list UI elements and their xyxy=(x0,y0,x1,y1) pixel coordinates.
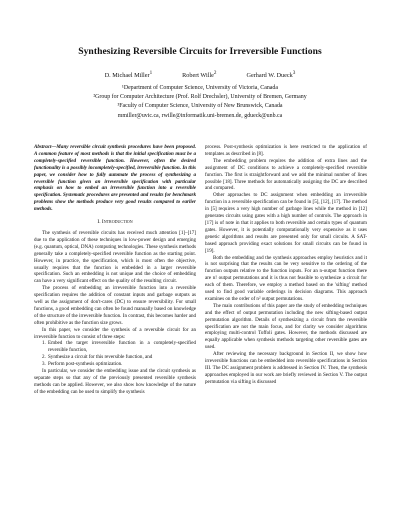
author-emails: mmiller@uvic.ca, rwille@informatik.uni-bremen.de, gdueck@unb.ca xyxy=(117,112,283,119)
paper-title: Synthesizing Reversible Circuits for Irreversible Functions xyxy=(78,46,322,57)
paragraph: The main contributions of this paper are the study of embedding techniques and the effect of output permutation including the new sifting-based output permutation algorithm. Details of synthesizing a circuit from the reversible specification are not the main focus, and for clarity we consider algorithms employing multi-control Toffoli gates. However, the methods discussed are equally applicable when synthesis methods targeting other reversible gates are used. xyxy=(205,302,367,351)
left-column xyxy=(34,144,196,396)
paragraph: Both the embedding and the synthesis approaches employ heuristics and it is not surprising that the results can be very sensitive to the ordering of the function outputs relative to the function inputs. For an n-output function there are n! output permutations and it is thus not feasible to synthesize a circuit for each of them. Therefore, we employ a method based on the 'sifting' method used to find good variable orderings in decision diagrams. This approach examines on the order of n² output permutations. xyxy=(205,254,367,302)
author: D. Michael Miller$^1$ xyxy=(104,70,153,80)
author: Robert Wille$^2$ xyxy=(182,70,217,80)
paragraph: Other approaches to DC assignment when embedding an irreversible function in a reversible specification can be found in [5], [12], [17]. The method in [5] requires a very high number of garbage lines while the method in [12] generates circuits using gates with a high number of controls. The approach in [17] is of note in that it applies to both reversible and certain types of quantum gates. However, it is potentially computationally very expensive as it uses genetic algorithms and results are presented only for small circuits. A SAT-based approach providing exact solutions for small circuits can be found in [19]. xyxy=(205,192,367,254)
paragraph: In this paper, we consider the synthesis of a reversible circuit for an irreversible function to consist of three steps: xyxy=(34,326,196,340)
affiliations xyxy=(20,84,380,121)
paragraph: After reviewing the necessary background in Section II, we show how irreversible functions can be embedded into reversible specifications in Section III. The DC assignment problem is addressed in Section IV. Then, the synthesis approaches employed in our work are briefly reviewed in Section V. The output permutation via sifting is discussed xyxy=(205,351,367,385)
paragraph: In particular, we consider the embedding issue and the circuit synthesis as separate steps so that any of the previously presented reversible synthesis methods can be applied. However, we also show how knowledge of the nature of the embedding can be used to simplify the synthesis xyxy=(34,368,196,395)
list-item: 3. Perform post-synthesis optimization. xyxy=(47,361,196,368)
synthesis-steps-list xyxy=(34,340,196,368)
right-column xyxy=(205,144,367,386)
paragraph: The embedding problem requires the addition of extra lines and the assignment of DC conditions to achieve a completely-specified reversible function. The first is straightforward and we add the minimal number of lines possible [18]. Three methods for automatically assigning the DC are described and compared. xyxy=(205,157,367,192)
abstract: Abstract—Many reversible circuit synthesis procedures have been proposed. A common feature of most methods is that the initial specification must be a completely-specified reversible function. However, often the desired functionality is a possibly incompletely-specified, irreversible function. In this paper, we consider how to fully automate the process of synthesizing a reversible function given an irreversible specification with particular emphasis on how to embed an irreversible function into a reversible specification. Systematic procedures are presented and results for benchmark problems show the methods produce very good results compared to earlier methods. xyxy=(34,144,196,213)
list-item: 2. Synthesize a circuit for this reversible function, and xyxy=(47,354,196,361)
affiliation-3: ³Faculty of Computer Science, University of New Brunswick, Canada xyxy=(117,103,283,110)
section-heading: I. Introduction xyxy=(97,219,133,226)
paragraph: The synthesis of reversible circuits has received much attention [1]–[17] due to the application of these techniques in low-power design and emerging (e.g. quantum, optical, DNA) computing technologies. These synthesis methods generally take a completely-specified reversible function as the starting point. However, in practice, the specification, which is most often the objective, usually requires that the function is embedded in a larger reversible specification. Such an embedding is not unique and the choice of embedding can have a very significant effect on the quality of the resulting circuit. xyxy=(34,229,196,285)
paragraph: The process of embedding an irreversible function into a reversible specification requires the addition of constant inputs and garbage outputs as well as the assignment of don't-cares (DC) to ensure reversibility. For small functions, a good embedding can often be found manually based on knowledge of the structure of the irreversible function. In contrast, this becomes harder and often prohibitive as the function size grows. xyxy=(34,285,196,326)
affiliation-2: ²Group for Computer Architecture (Prof. Rolf Drechsler), University of Bremen, Germany xyxy=(93,94,307,101)
author: Gerhard W. Dueck$^3$ xyxy=(246,70,296,80)
affiliation-1: ¹Department of Computer Science, University of Victoria, Canada xyxy=(122,85,278,91)
list-item: 1. Embed the target irreversible function in a completely-specified reversible function, xyxy=(47,340,196,354)
author-list xyxy=(20,70,380,79)
paragraph: process. Post-synthesis optimization is here restricted to the application of templates as described in [8]. xyxy=(205,144,367,157)
